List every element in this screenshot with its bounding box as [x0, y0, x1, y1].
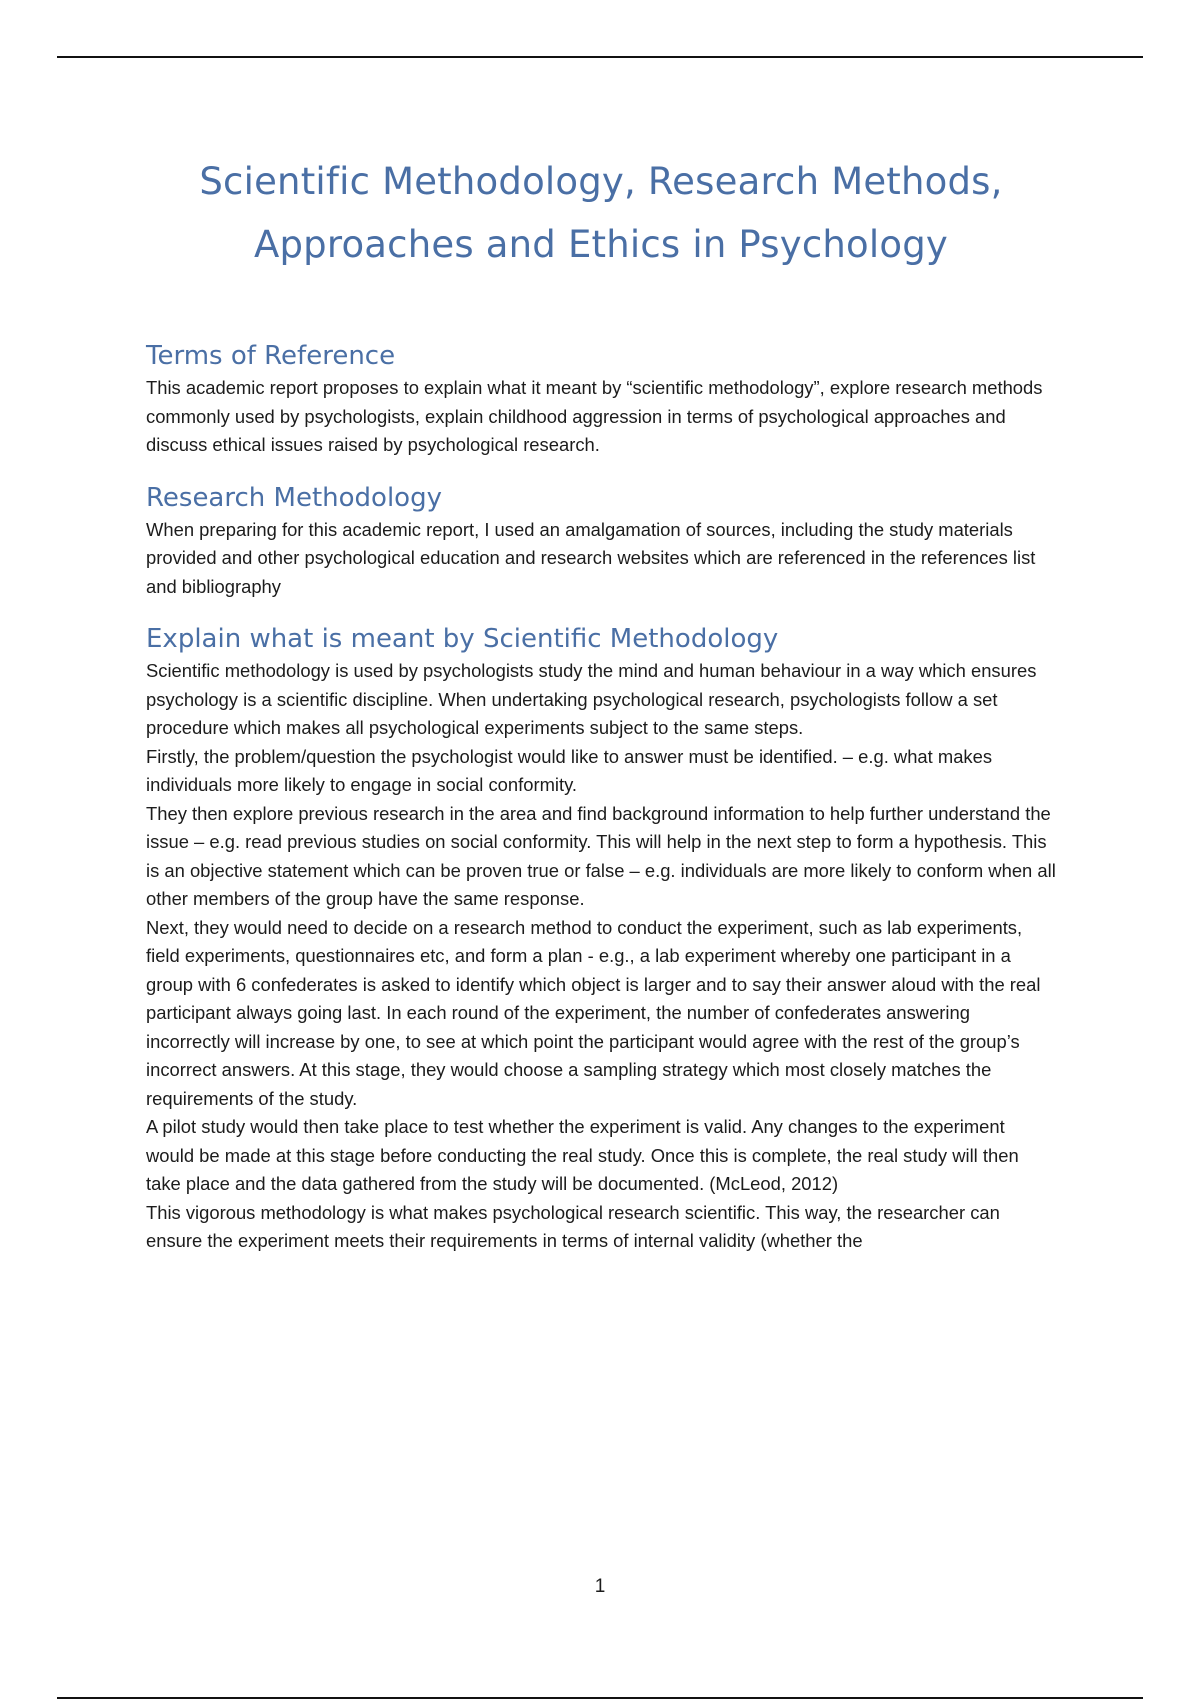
title-line-2: Approaches and Ethics in Psychology	[253, 223, 948, 266]
heading-research-methodology: Research Methodology	[146, 482, 442, 513]
heading-terms-of-reference: Terms of Reference	[146, 341, 396, 371]
paragraph-terms-of-reference: This academic report proposes to explain what it meant by “scientific methodology”, explore research methods commonly used by psychologists, explain childhood aggression in terms of psychological approaches and discuss ethical issues raised by psychological research.	[146, 377, 1043, 455]
paragraph-research-methodology: When preparing for this academic report, I used an amalgamation of sources, including the study materials provided and other psychological education and research websites which are referenced in the references list and bibliography	[146, 518, 1036, 597]
paragraph-scientific-methodology-4: Next, they would need to decide on a research method to conduct the experiment, such as lab experiments, field experiments, questionnaires etc, and form a plan - e.g., a lab experiment whereby one participant in a group with 6 confederates is asked to identify which object is larger and to say their answer aloud with the real participant always going last. In each round of the experiment, the number of confederates answering incorrectly will increase by one, to see at which point the participant would agree with the rest of the group’s incorrect answers. At this stage, they would choose a sampling strategy which most closely matches the requirements of the study.	[146, 916, 1041, 1109]
header-rule	[57, 56, 1143, 58]
paragraph-scientific-methodology-2: Firstly, the problem/question the psychologist would like to answer must be identified. – e.g. what makes individuals more likely to engage in social conformity.	[146, 745, 993, 795]
title-line-1: Scientific Methodology, Research Methods,	[199, 160, 1003, 203]
document-title	[136, 150, 1066, 276]
paragraph-scientific-methodology-6: This vigorous methodology is what makes psychological research scientific. This way, the researcher can ensure the experiment meets their requirements in terms of internal validity (whether the	[146, 1201, 1000, 1251]
paragraph-scientific-methodology-3: They then explore previous research in the area and find background information to help further understand the issue – e.g. read previous studies on social conformity. This will help in the next step to form a hypothesis. This is an objective statement which can be proven true or false – e.g. individuals are more likely to conform when all other members of the group have the same response.	[146, 802, 1056, 909]
paragraph-scientific-methodology-1: Scientific methodology is used by psychologists study the mind and human behaviour in a way which ensures psychology is a scientific discipline. When undertaking psychological research, psychologists follow a set procedure which makes all psychological experiments subject to the same steps.	[146, 660, 1037, 738]
document-page	[146, 150, 1056, 1256]
paragraph-scientific-methodology-5: A pilot study would then take place to test whether the experiment is valid. Any changes to the experiment would be made at this stage before conducting the real study. Once this is complete, the real study will then take place and the data gathered from the study will be documented. (McLeod, 2012)	[146, 1116, 1019, 1194]
page-number: 1	[594, 1576, 606, 1597]
heading-scientific-methodology: Explain what is meant by Scientific Methodology	[146, 624, 779, 654]
footer-rule	[57, 1697, 1143, 1699]
